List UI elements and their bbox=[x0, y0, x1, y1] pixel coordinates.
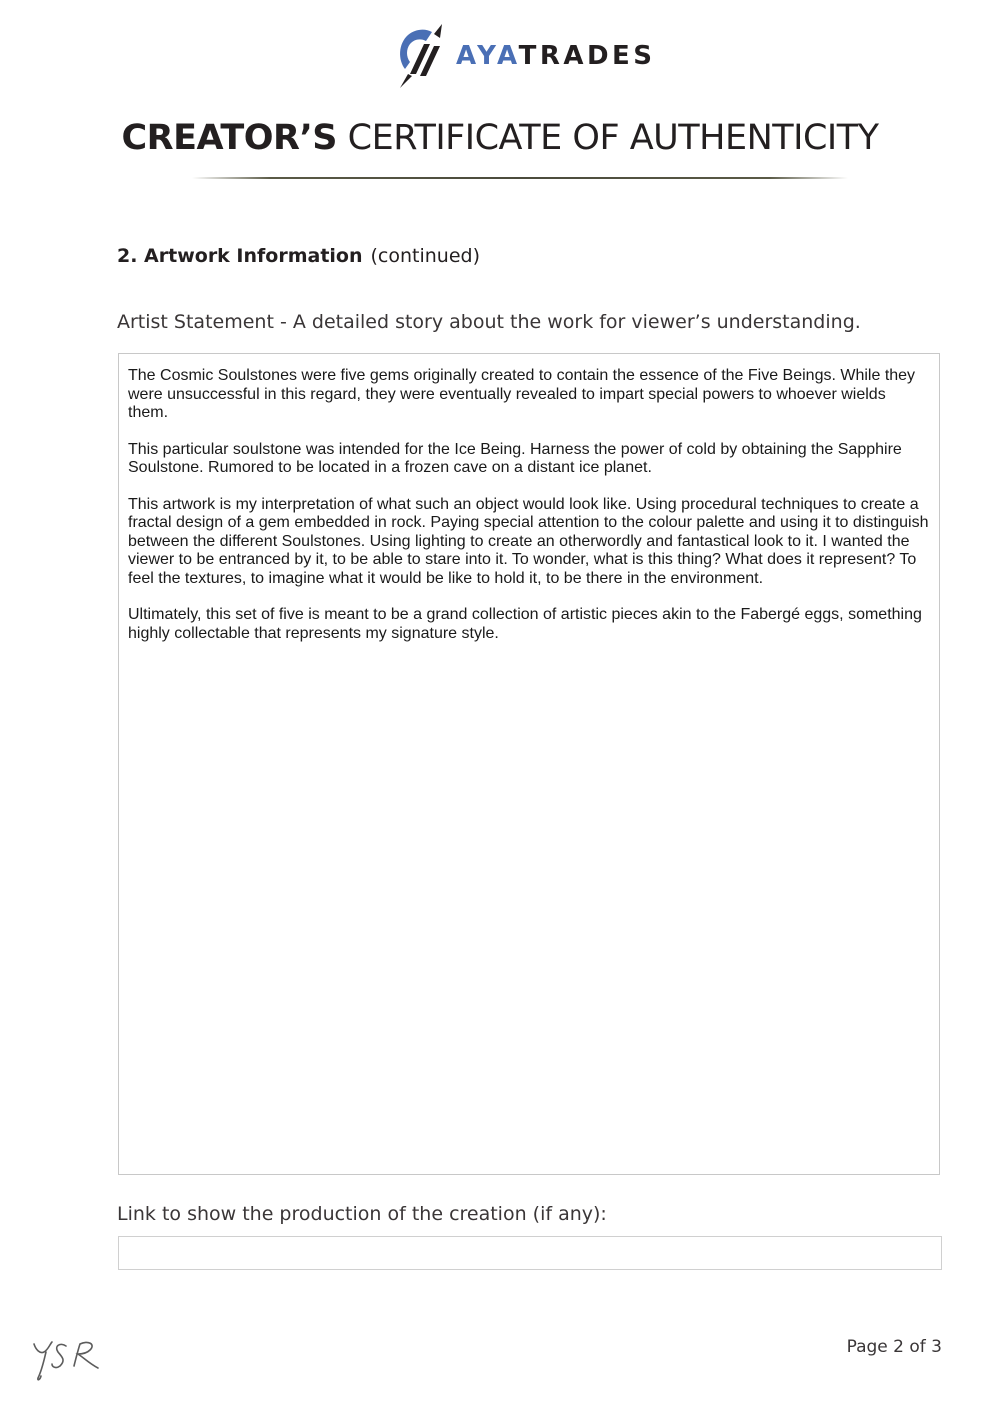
brand-name-accent: AYA bbox=[456, 41, 519, 71]
statement-paragraph: This artwork is my interpretation of what such an object would look like. Using procedural techniques to create a fractal design of a gem embedded in rock. Paying special attention to the colour palette and using it to distinguish between the different Soulstones. Using lighting to create an otherwordly and fantastical look to it. I wanted the viewer to be entranced by it, to be able to stare into it. To wonder, what is this thing? What does it represent? To feel the textures, to imagine what it would be like to hold it, to be there in the environment. bbox=[128, 495, 929, 587]
brand-logo bbox=[396, 24, 656, 88]
production-link-label: Link to show the production of the creation (if any): bbox=[117, 1203, 607, 1225]
production-link-field[interactable] bbox=[118, 1236, 942, 1270]
section-continued: (continued) bbox=[370, 245, 481, 267]
certificate-title-rest: CERTIFICATE OF AUTHENTICITY bbox=[347, 118, 879, 158]
certificate-title bbox=[0, 118, 1000, 158]
brand-name bbox=[456, 43, 656, 69]
statement-paragraph: Ultimately, this set of five is meant to be a grand collection of artistic pieces akin to the Fabergé eggs, something highly collectable that represents my signature style. bbox=[128, 606, 922, 642]
page-number: Page 2 of 3 bbox=[846, 1337, 942, 1357]
statement-paragraph: The Cosmic Soulstones were five gems originally created to contain the essence of the Five Beings. While they were unsuccessful in this regard, they were eventually revealed to impart special powers to whoever wields them. bbox=[128, 367, 916, 421]
section-title: 2. Artwork Information bbox=[117, 245, 363, 267]
statement-paragraph: This particular soulstone was intended for the Ice Being. Harness the power of cold by obtaining the Sapphire Soulstone. Rumored to be located in a frozen cave on a distant ice planet. bbox=[128, 440, 902, 476]
artist-statement-label: Artist Statement - A detailed story about the work for viewer’s understanding. bbox=[117, 311, 861, 333]
section-heading bbox=[117, 245, 480, 267]
ayatrades-logo-icon bbox=[396, 24, 442, 88]
certificate-title-bold: CREATOR’S bbox=[121, 118, 337, 158]
signature-icon bbox=[30, 1338, 102, 1384]
brand-name-rest: TRADES bbox=[518, 41, 656, 71]
title-divider bbox=[192, 177, 848, 179]
artist-statement-field[interactable] bbox=[118, 353, 940, 1175]
